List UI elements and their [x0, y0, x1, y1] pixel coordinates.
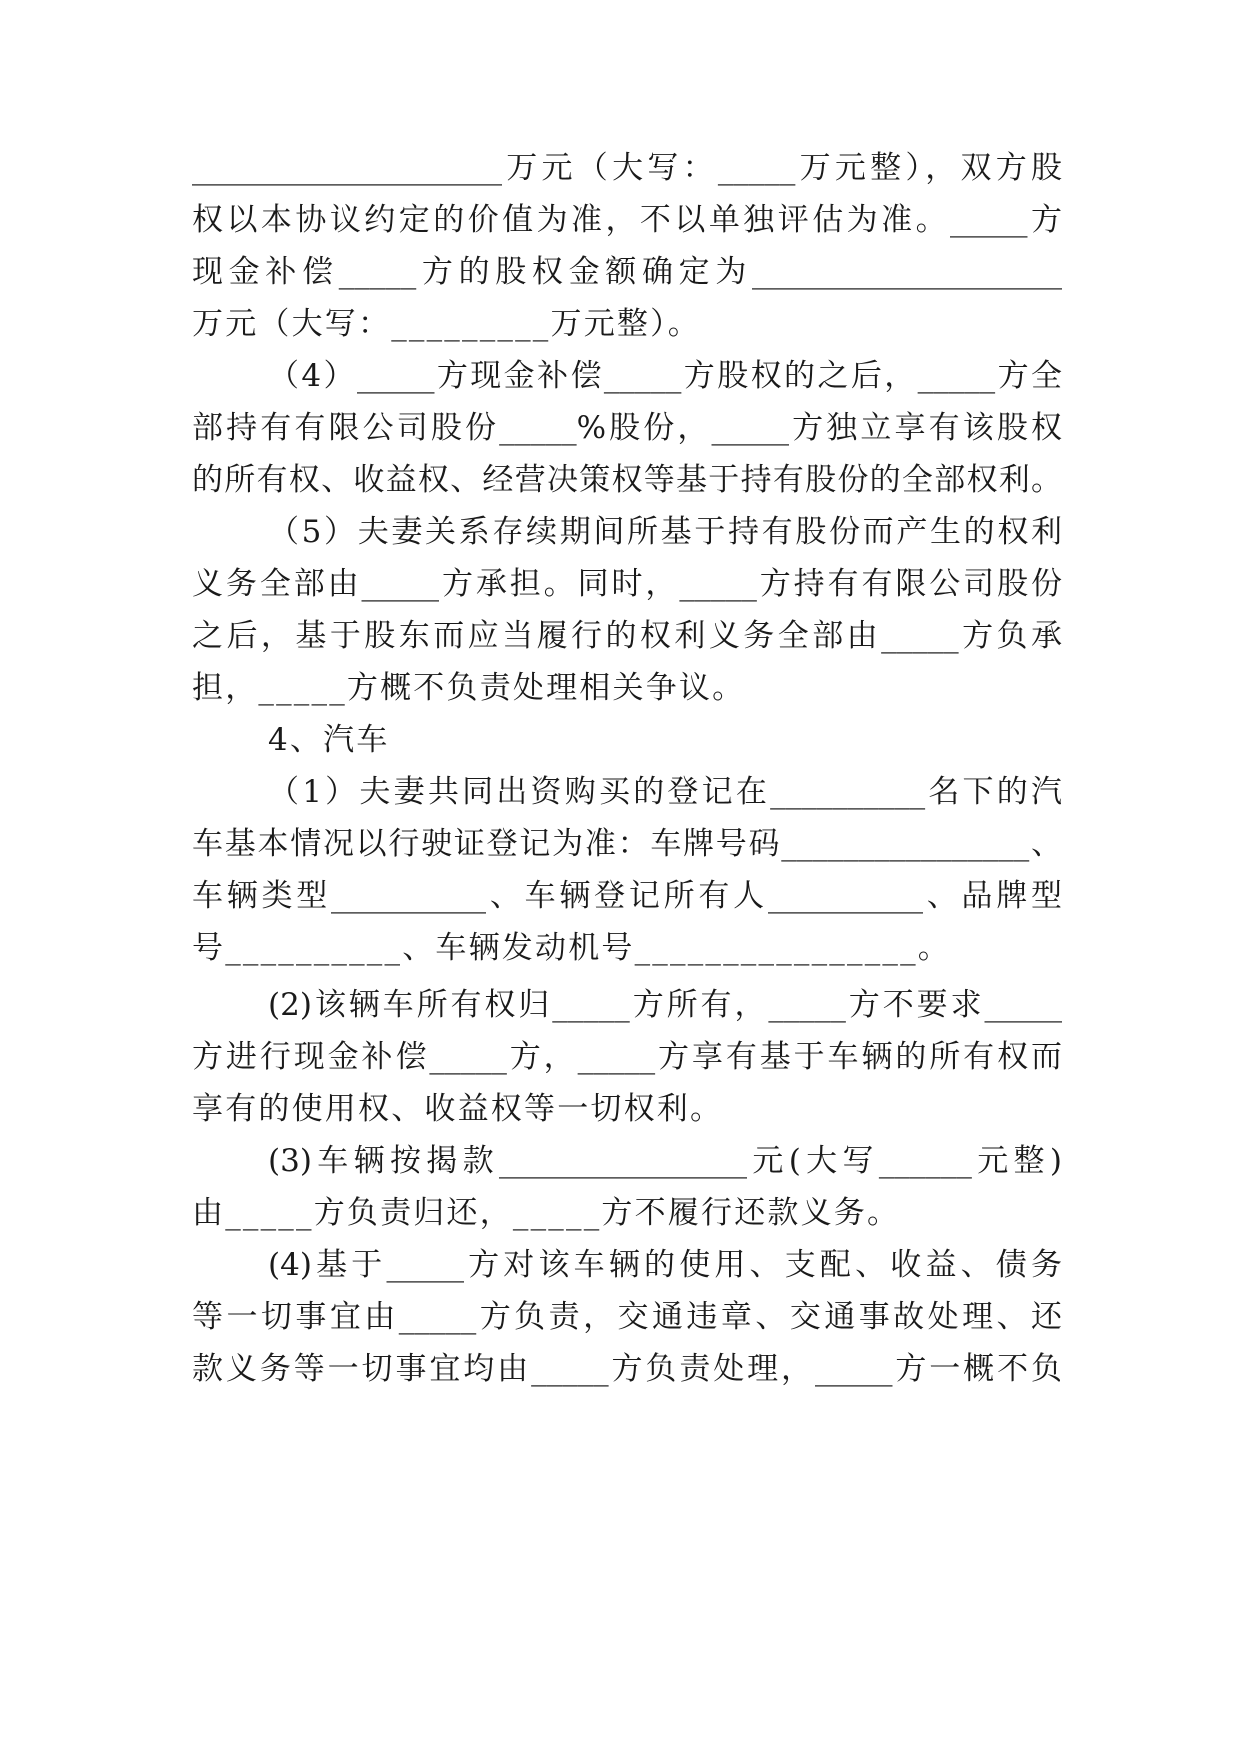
text-line: 万元（大写：_________万元整）。	[192, 306, 701, 342]
text-line: (4)基于_____方对该车辆的使用、支配、收益、债务	[268, 1247, 1062, 1283]
text-line: 车基本情况以行驶证登记为准：车牌号码________________、	[192, 826, 1062, 862]
text-line: （5）夫妻关系存续期间所基于持有股份而产生的权利	[268, 514, 1062, 550]
text-line: （1）夫妻共同出资购买的登记在__________名下的汽	[268, 774, 1062, 810]
text-line: 车辆类型__________、车辆登记所有人__________、品牌型	[192, 878, 1062, 914]
text-line: (3)车辆按揭款________________元(大写______元整)	[268, 1143, 1062, 1179]
text-line: （4）_____方现金补偿_____方股权的之后，_____方全	[268, 358, 1062, 394]
text-line: 担，_____方概不负责处理相关争议。	[192, 670, 746, 706]
text-line: 义务全部由_____方承担。同时，_____方持有有限公司股份	[192, 566, 1062, 602]
text-line: 的所有权、收益权、经营决策权等基于持有股份的全部权利。	[192, 462, 1062, 498]
text-line: 款义务等一切事宜均由_____方负责处理，_____方一概不负	[192, 1351, 1062, 1387]
text-line: 之后，基于股东而应当履行的权利义务全部由_____方负承	[192, 618, 1062, 654]
text-line: 号__________、车辆发动机号________________。	[192, 930, 951, 966]
text-line: (2)该辆车所有权归_____方所有，_____方不要求_____	[268, 987, 1062, 1023]
text-line: 享有的使用权、收益权等一切权利。	[192, 1091, 724, 1127]
text-line: ____________________万元（大写：_____万元整），双方股	[192, 150, 1062, 186]
text-line: 方进行现金补偿_____方，_____方享有基于车辆的所有权而	[192, 1039, 1062, 1075]
text-line: 权以本协议约定的价值为准，不以单独评估为准。_____方	[192, 202, 1062, 238]
text-line: 现金补偿_____方的股权金额确定为____________________	[192, 254, 1062, 290]
section-heading: 4、汽车	[268, 722, 390, 758]
text-line: 由_____方负责归还，_____方不履行还款义务。	[192, 1195, 901, 1231]
text-line: 等一切事宜由_____方负责，交通违章、交通事故处理、还	[192, 1299, 1062, 1335]
text-line: 部持有有限公司股份_____%股份，_____方独立享有该股权	[192, 410, 1062, 446]
